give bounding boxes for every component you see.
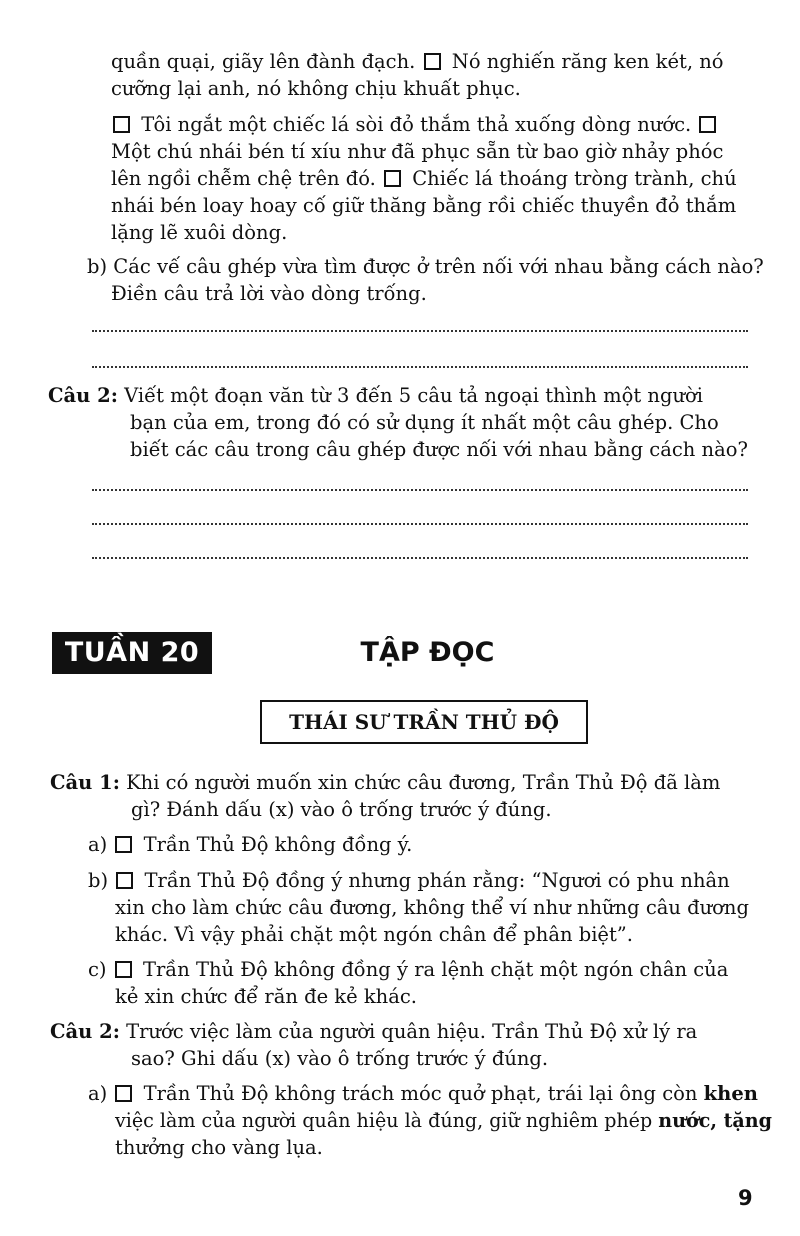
text-line <box>48 383 703 409</box>
text-line <box>111 112 721 138</box>
answer-line[interactable] <box>92 555 748 559</box>
text-segment: lên ngồi chễm chệ trên đó. <box>111 167 376 190</box>
text-line: Một chú nhái bén tí xíu như đã phục sẵn từ bao giờ nhảy phóc <box>111 140 724 163</box>
answer-line[interactable] <box>92 328 748 332</box>
option-letter: a) <box>88 833 108 856</box>
text-segment-bold: nước, tặng <box>658 1109 772 1132</box>
answer-checkbox[interactable] <box>116 872 133 889</box>
question-label: Câu 2: <box>50 1020 120 1043</box>
answer-line[interactable] <box>92 364 748 368</box>
answer-checkbox[interactable] <box>384 170 401 187</box>
text-line: biết các câu trong câu ghép được nối với nhau bằng cách nào? <box>130 438 748 461</box>
option-letter: a) <box>88 1082 108 1105</box>
answer-checkbox[interactable] <box>699 116 716 133</box>
text-line: cưỡng lại anh, nó không chịu khuất phục. <box>111 77 521 100</box>
answer-checkbox[interactable] <box>115 836 132 853</box>
text-line <box>50 1019 697 1045</box>
lesson-title: THÁI SƯ TRẦN THỦ ĐỘ <box>260 700 588 744</box>
text-line: khác. Vì vậy phải chặt một ngón chân để phân biệt”. <box>115 923 633 946</box>
text-segment: việc làm của người quân hiệu là đúng, giữ nghiêm phép <box>115 1109 653 1132</box>
text-line: nhái bén loay hoay cố giữ thăng bằng rồi chiếc thuyền đỏ thắm <box>111 194 737 217</box>
question-label: Câu 2: <box>48 384 118 407</box>
text-segment: Chiếc lá thoáng tròng trành, chú <box>412 167 737 190</box>
text-segment: Trước việc làm của người quân hiệu. Trần Thủ Độ xử lý ra <box>126 1020 698 1043</box>
option-text: Trần Thủ Độ không đồng ý ra lệnh chặt một ngón chân của <box>142 958 729 981</box>
text-line <box>111 49 724 75</box>
text-segment: Viết một đoạn văn từ 3 đến 5 câu tả ngoại thình một người <box>124 384 704 407</box>
option-b <box>88 868 730 894</box>
option-text: Trần Thủ Độ đồng ý nhưng phán rằng: “Ngươi có phu nhân <box>144 869 730 892</box>
text-line: b) Các vế câu ghép vừa tìm được ở trên nối với nhau bằng cách nào? <box>87 255 764 278</box>
answer-checkbox[interactable] <box>115 961 132 978</box>
option-text: Trần Thủ Độ không đồng ý. <box>143 833 413 856</box>
answer-line[interactable] <box>92 487 748 491</box>
option-text: Trần Thủ Độ không trách móc quở phạt, trái lại ông còn <box>143 1082 698 1105</box>
text-line: kẻ xin chức để răn đe kẻ khác. <box>115 985 417 1008</box>
text-line <box>115 1108 772 1134</box>
answer-line[interactable] <box>92 521 748 525</box>
week-tag: TUẦN 20 <box>52 632 212 674</box>
text-line: Điền câu trả lời vào dòng trống. <box>111 282 427 305</box>
text-segment: Tôi ngắt một chiếc lá sòi đỏ thắm thả xuống dòng nước. <box>141 113 692 136</box>
page-number: 9 <box>738 1186 753 1210</box>
text-line: gì? Đánh dấu (x) vào ô trống trước ý đúng. <box>131 798 552 821</box>
option-text-bold: khen <box>703 1082 758 1105</box>
text-segment: quần quại, giãy lên đành đạch. <box>111 50 416 73</box>
text-line: xin cho làm chức câu đương, không thể ví như những câu đương <box>115 896 749 919</box>
question-label: Câu 1: <box>50 771 120 794</box>
text-segment: Nó nghiến răng ken két, nó <box>451 50 724 73</box>
option-letter: c) <box>88 958 107 981</box>
text-segment: Khi có người muốn xin chức câu đương, Trần Thủ Độ đã làm <box>126 771 721 794</box>
answer-checkbox[interactable] <box>424 53 441 70</box>
option-a <box>88 832 412 858</box>
text-line: bạn của em, trong đó có sử dụng ít nhất một câu ghép. Cho <box>130 411 719 434</box>
text-line: thưởng cho vàng lụa. <box>115 1136 323 1159</box>
answer-checkbox[interactable] <box>113 116 130 133</box>
text-line: lặng lẽ xuôi dòng. <box>111 221 288 244</box>
text-line <box>50 770 720 796</box>
text-line <box>111 166 737 192</box>
text-line: sao? Ghi dấu (x) vào ô trống trước ý đúng. <box>131 1047 549 1070</box>
option-a <box>88 1081 758 1107</box>
option-c <box>88 957 728 983</box>
answer-checkbox[interactable] <box>115 1085 132 1102</box>
option-letter: b) <box>88 869 109 892</box>
section-heading: TẬP ĐỌC <box>360 637 495 668</box>
